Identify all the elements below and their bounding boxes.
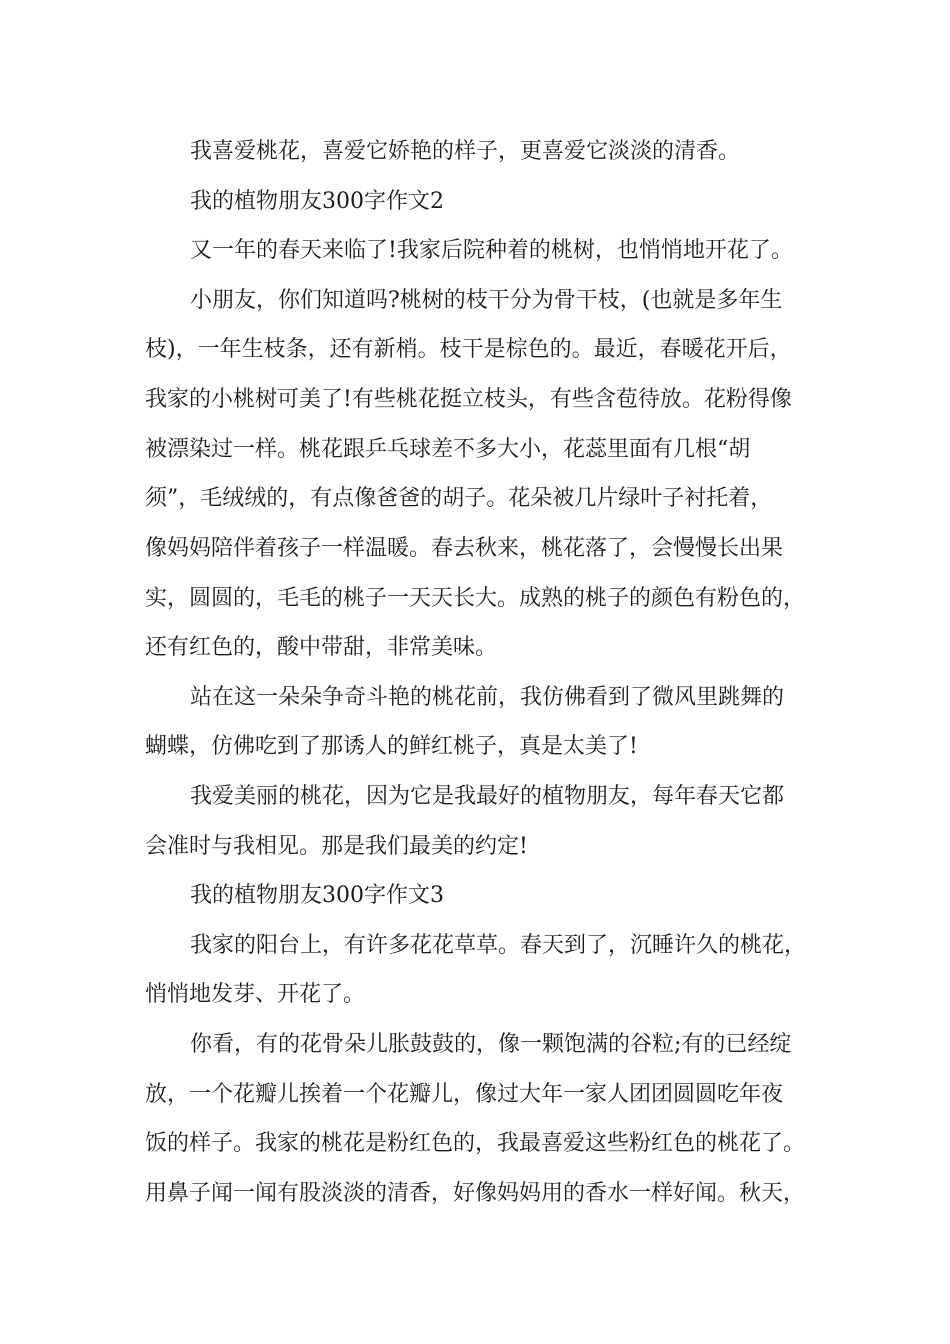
paragraph-line: 蝴蝶，仿佛吃到了那诱人的鲜红桃子，真是太美了!: [145, 734, 638, 759]
paragraph-line: 小朋友，你们知道吗?桃树的枝干分为骨干枝，(也就是多年生: [190, 288, 783, 313]
paragraph-line: 会准时与我相见。那是我们最美的约定!: [145, 834, 528, 859]
paragraph-line: 我爱美丽的桃花，因为它是我最好的植物朋友，每年春天它都: [190, 784, 785, 809]
paragraph-line: 我家的阳台上，有许多花花草草。春天到了，沉睡许久的桃花，: [190, 933, 807, 958]
paragraph-line: 饭的样子。我家的桃花是粉红色的，我最喜爱这些粉红色的桃花了。: [145, 1131, 806, 1156]
paragraph-line: 实，圆圆的，毛毛的桃子一天天长大。成熟的桃子的颜色有粉色的，: [145, 586, 806, 611]
paragraph-line: 我家的小桃树可美了!有些桃花挺立枝头，有些含苞待放。花粉得像: [145, 387, 792, 412]
paragraph-line: 又一年的春天来临了!我家后院种着的桃树，也悄悄地开花了。: [190, 238, 793, 263]
paragraph-line: 你看，有的花骨朵儿胀鼓鼓的，像一颗饱满的谷粒;有的已经绽: [190, 1032, 792, 1057]
section-heading: 我的植物朋友300字作文2: [190, 189, 444, 214]
section-heading: 我的植物朋友300字作文3: [190, 883, 444, 908]
paragraph-line: 像妈妈陪伴着孩子一样温暖。春去秋来，桃花落了，会慢慢长出果: [145, 536, 784, 561]
paragraph-line: 站在这一朵朵争奇斗艳的桃花前，我仿佛看到了微风里跳舞的: [190, 685, 785, 710]
paragraph-line: 放，一个花瓣儿挨着一个花瓣儿，像过大年一家人团团圆圆吃年夜: [145, 1082, 784, 1107]
paragraph-line: 须”，毛绒绒的，有点像爸爸的胡子。花朵被几片绿叶子衬托着，: [145, 486, 773, 511]
paragraph-line: 还有红色的，酸中带甜，非常美味。: [145, 635, 498, 660]
paragraph-line: 我喜爱桃花，喜爱它娇艳的样子，更喜爱它淡淡的清香。: [190, 139, 741, 164]
paragraph-line: 用鼻子闻一闻有股淡淡的清香，好像妈妈用的香水一样好闻。秋天，: [145, 1181, 806, 1206]
paragraph-line: 悄悄地发芽、开花了。: [145, 982, 366, 1007]
paragraph-line: 被漂染过一样。桃花跟乒乓球差不多大小，花蕊里面有几根“胡: [145, 437, 751, 462]
paragraph-line: 枝)，一年生枝条，还有新梢。枝干是棕色的。最近，春暖花开后，: [145, 337, 792, 362]
